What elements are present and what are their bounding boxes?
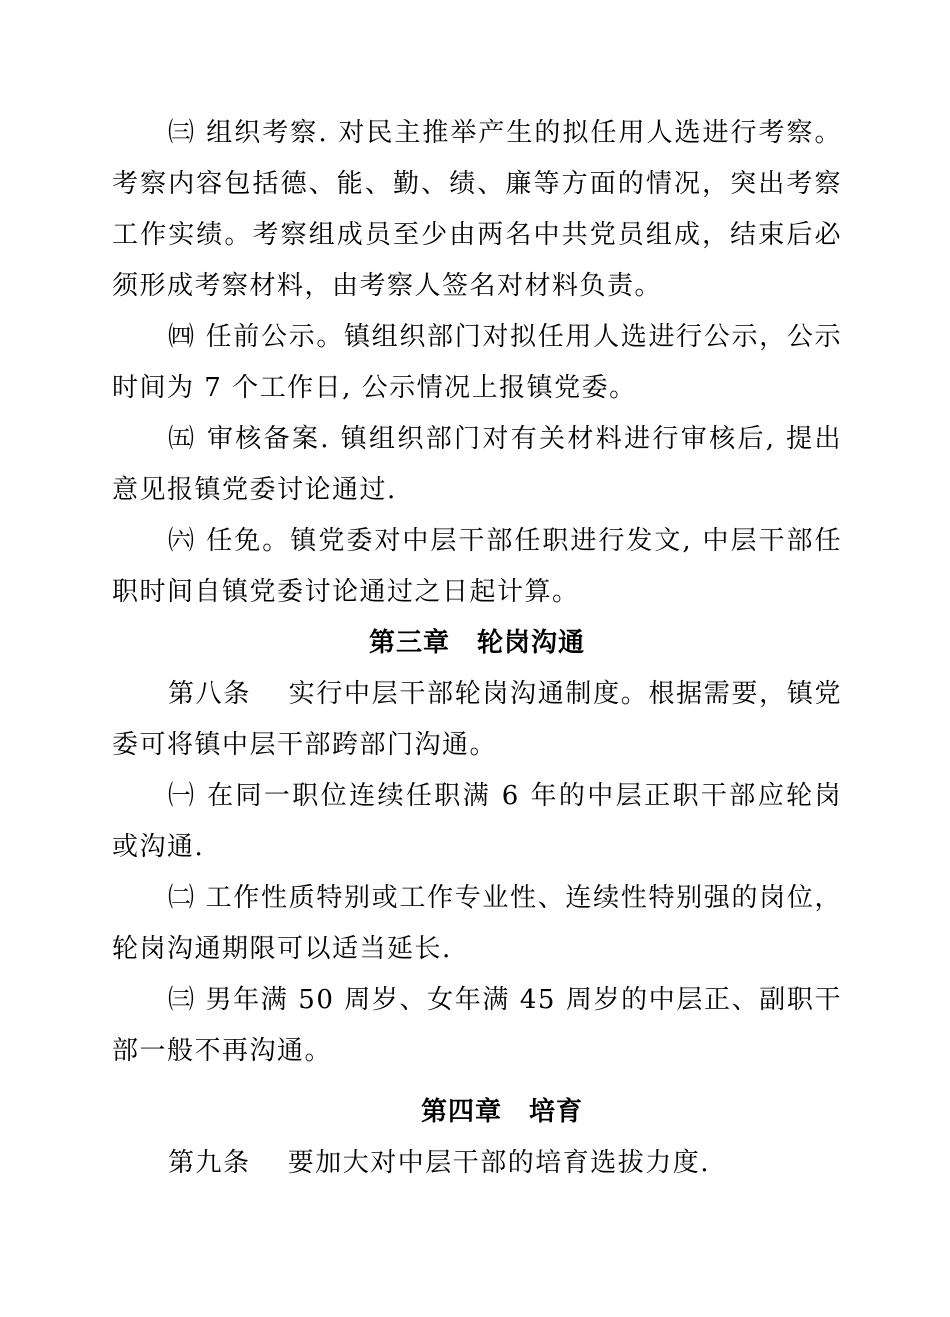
paragraph-organize-inspection: ㈢ 组织考察. 对民主推举产生的拟任用人选进行考察。考察内容包括德、能、勤、绩、廉等方面的情况，突出考察工作实绩。考察组成员至少由两名中共党员组成，结束后必须形成考察材料，由考察人签名对材料负责。 [112, 118, 842, 301]
paragraph-article-9: 第九条 要加大对中层干部的培育选拔力度. [168, 1148, 711, 1178]
chapter-4-title: 第四章 培育 [420, 1097, 583, 1127]
paragraph-appointment: ㈥ 任免。镇党委对中层干部任职进行发文, 中层干部任职时间自镇党委讨论通过之日起计算。 [112, 526, 842, 607]
paragraph-pre-appointment-notice: ㈣ 任前公示。镇组织部门对拟任用人选进行公示，公示时间为 7 个工作日, 公示情况上报镇党委。 [112, 322, 842, 403]
paragraph-review-filing: ㈤ 审核备案. 镇组织部门对有关材料进行审核后, 提出意见报镇党委讨论通过. [112, 424, 842, 505]
paragraph-age-limit: ㈢ 男年满 50 周岁、女年满 45 周岁的中层正、副职干部一般不再沟通。 [112, 985, 842, 1066]
chapter-3-title: 第三章 轮岗沟通 [368, 628, 585, 658]
paragraph-special-positions: ㈡ 工作性质特别或工作专业性、连续性特别强的岗位，轮岗沟通期限可以适当延长. [112, 883, 842, 964]
document-page [112, 108, 842, 1189]
paragraph-article-8: 第八条 实行中层干部轮岗沟通制度。根据需要，镇党委可将镇中层干部跨部门沟通。 [112, 679, 842, 760]
paragraph-rotation-6-years: ㈠ 在同一职位连续任职满 6 年的中层正职干部应轮岗或沟通. [112, 781, 842, 862]
